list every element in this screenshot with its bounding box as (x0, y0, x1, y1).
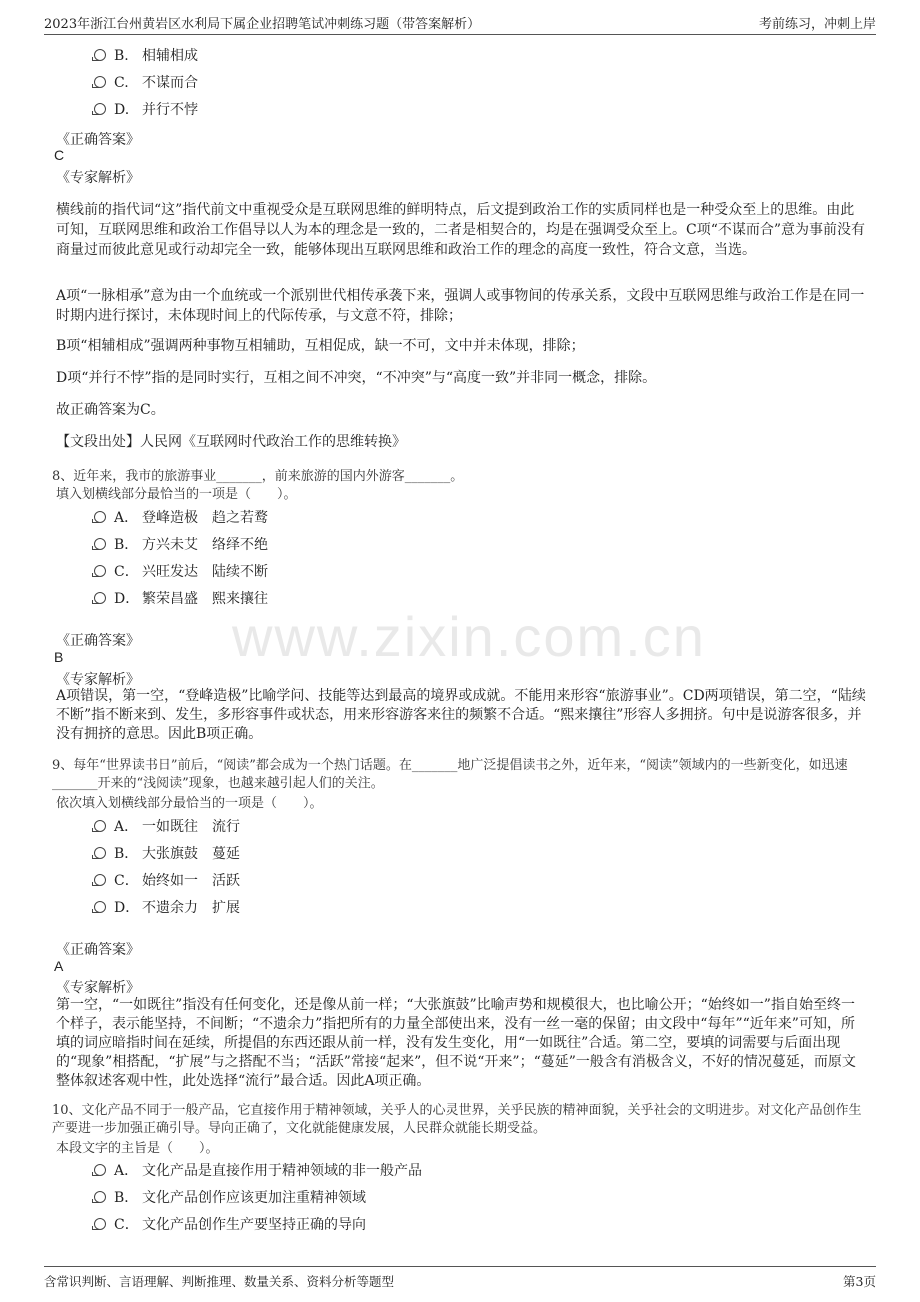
analysis-label: 《专家解析》 (56, 170, 140, 186)
radio-icon[interactable] (94, 565, 106, 577)
analysis-paragraph: D项“并行不悖”指的是同时实行，互相之间不冲突，“不冲突”与“高度一致”并非同一概念，排除。 (56, 370, 657, 386)
q10-option-c[interactable]: C． 文化产品创作生产要坚持正确的导向 (94, 1214, 366, 1236)
q9-option-c[interactable]: C． 始终如一 活跃 (94, 870, 240, 892)
q7-option-d[interactable]: D. 并行不悖 (94, 99, 198, 121)
radio-icon[interactable] (94, 49, 106, 61)
q9-option-a[interactable]: A． 一如既往 流行 (94, 816, 240, 838)
radio-icon[interactable] (94, 847, 106, 859)
radio-icon[interactable] (94, 592, 106, 604)
radio-icon[interactable] (94, 820, 106, 832)
radio-icon[interactable] (94, 76, 106, 88)
radio-icon[interactable] (94, 1218, 106, 1230)
answer-value: B (54, 649, 64, 665)
q9-option-b[interactable]: B． 大张旗鼓 蔓延 (94, 843, 240, 865)
answer-label: 《正确答案》 (56, 942, 140, 958)
radio-icon[interactable] (94, 874, 106, 886)
analysis-paragraph: B项“相辅相成”强调两种事物互相辅助，互相促成，缺一不可，文中并未体现，排除； (56, 338, 585, 354)
q8-option-b[interactable]: B． 方兴未艾 络绎不绝 (94, 534, 268, 556)
page-number: 第3页 (843, 1274, 876, 1289)
analysis-text: 第一空，“一如既往”指没有任何变化，还是像从前一样；“大张旗鼓”比喻声势和规模很大，也比喻公开；“始终如一”指自始至终一个样子，表示能坚持，不间断；“不遗余力”指把所有的力量全部使出来，没有一丝一毫的保留；由文段中“每年”“近年来”可知，所填的词应暗指时间在延续，所提倡的东西还跟从前一样，没有发生变化，用“一如既往”合适。第二空，要填的词需要与后面出现的“现象”相搭配，“扩展”与之搭配不当；“活跃”常接“起来”，但不说“开来”；“蔓延”一般含有消极含义，不好的情况蔓延，而原文整体叙述客观中性，此处选择“流行”最合适。因此A项正确。 (56, 997, 856, 1089)
q8-option-a[interactable]: A． 登峰造极 趋之若鹜 (94, 507, 268, 529)
analysis-label: 《专家解析》 (56, 672, 140, 688)
analysis-label: 《专家解析》 (56, 980, 140, 996)
header-slogan: 考前练习，冲刺上岸 (758, 17, 876, 32)
question-instruction: 填入划横线部分最恰当的一项是（ ）。 (56, 487, 297, 502)
document-title: 2023年浙江台州黄岩区水利局下属企业招聘笔试冲刺练习题（带答案解析） (44, 17, 481, 32)
q8-option-c[interactable]: C． 兴旺发达 陆续不断 (94, 561, 268, 583)
q7-option-c[interactable]: C. 不谋而合 (94, 72, 198, 94)
source-citation: 【文段出处】人民网《互联网时代政治工作的思维转换》 (56, 434, 406, 450)
q7-option-b[interactable]: B. 相辅相成 (94, 45, 198, 67)
question-stem: 9、每年“世界读书日”前后，“阅读”都会成为一个热门话题。在_______地广泛提倡读书之外，近年来，“阅读”领域内的一些新变化，如迅速_______开来的“浅阅读”现象，也越来越引起人们的关注。 (52, 758, 848, 791)
radio-icon[interactable] (94, 1164, 106, 1176)
page-header (44, 10, 876, 35)
footer-topics: 含常识判断、言语理解、判断推理、数量关系、资料分析等题型 (44, 1274, 395, 1289)
question-instruction: 依次填入划横线部分最恰当的一项是（ ）。 (56, 796, 323, 811)
radio-icon[interactable] (94, 901, 106, 913)
q8-option-d[interactable]: D． 繁荣昌盛 熙来攘往 (94, 588, 268, 610)
analysis-text: A项错误，第一空，“登峰造极”比喻学问、技能等达到最高的境界或成就。不能用来形容“旅游事业”。CD两项错误，第二空，“陆续不断”指不断来到、发生，多形容事件或状态，用来形容游客来往的频繁不合适。“熙来攘往”形容人多拥挤。句中是说游客很多，并没有拥挤的意思。因此B项正确。 (56, 688, 866, 742)
analysis-paragraph: A项“一脉相承”意为由一个血统或一个派别世代相传承袭下来，强调人或事物间的传承关系，文段中互联网思维与政治工作是在同一时期内进行探讨，未体现时间上的代际传承，与文意不符，排除； (56, 288, 865, 324)
page-footer (44, 1266, 876, 1293)
watermark: www.zixin.com.cn (232, 605, 706, 668)
radio-icon[interactable] (94, 1191, 106, 1203)
question-stem: 8、近年来，我市的旅游事业_______，前来旅游的国内外游客_______。 (52, 469, 464, 484)
q10-option-b[interactable]: B． 文化产品创作应该更加注重精神领域 (94, 1187, 366, 1209)
answer-value: C (54, 147, 65, 163)
q9-option-d[interactable]: D． 不遗余力 扩展 (94, 897, 240, 919)
radio-icon[interactable] (94, 103, 106, 115)
analysis-paragraph: 故正确答案为C。 (56, 402, 165, 418)
radio-icon[interactable] (94, 538, 106, 550)
q10-option-a[interactable]: A． 文化产品是直接作用于精神领域的非一般产品 (94, 1160, 422, 1182)
answer-label: 《正确答案》 (56, 633, 140, 649)
analysis-paragraph: 横线前的指代词“这”指代前文中重视受众是互联网思维的鲜明特点，后文提到政治工作的实质同样也是一种受众至上的思维。由此可知，互联网思维和政治工作倡导以人为本的理念是一致的，二者是相契合的，均是在强调受众至上。C项“不谋而合”意为事前没有商量过而彼此意见或行动却完全一致，能够体现出互联网思维和政治工作的理念的高度一致性，符合文意，当选。 (56, 202, 866, 258)
question-instruction: 本段文字的主旨是（ ）。 (56, 1141, 219, 1156)
radio-icon[interactable] (94, 511, 106, 523)
question-stem: 10、文化产品不同于一般产品，它直接作用于精神领域，关乎人的心灵世界，关乎民族的精神面貌，关乎社会的文明进步。对文化产品创作生产要进一步加强正确引导。导向正确了，文化就能健康发展，人民群众就能长期受益。 (52, 1103, 862, 1136)
answer-label: 《正确答案》 (56, 132, 140, 148)
answer-value: A (54, 958, 64, 974)
